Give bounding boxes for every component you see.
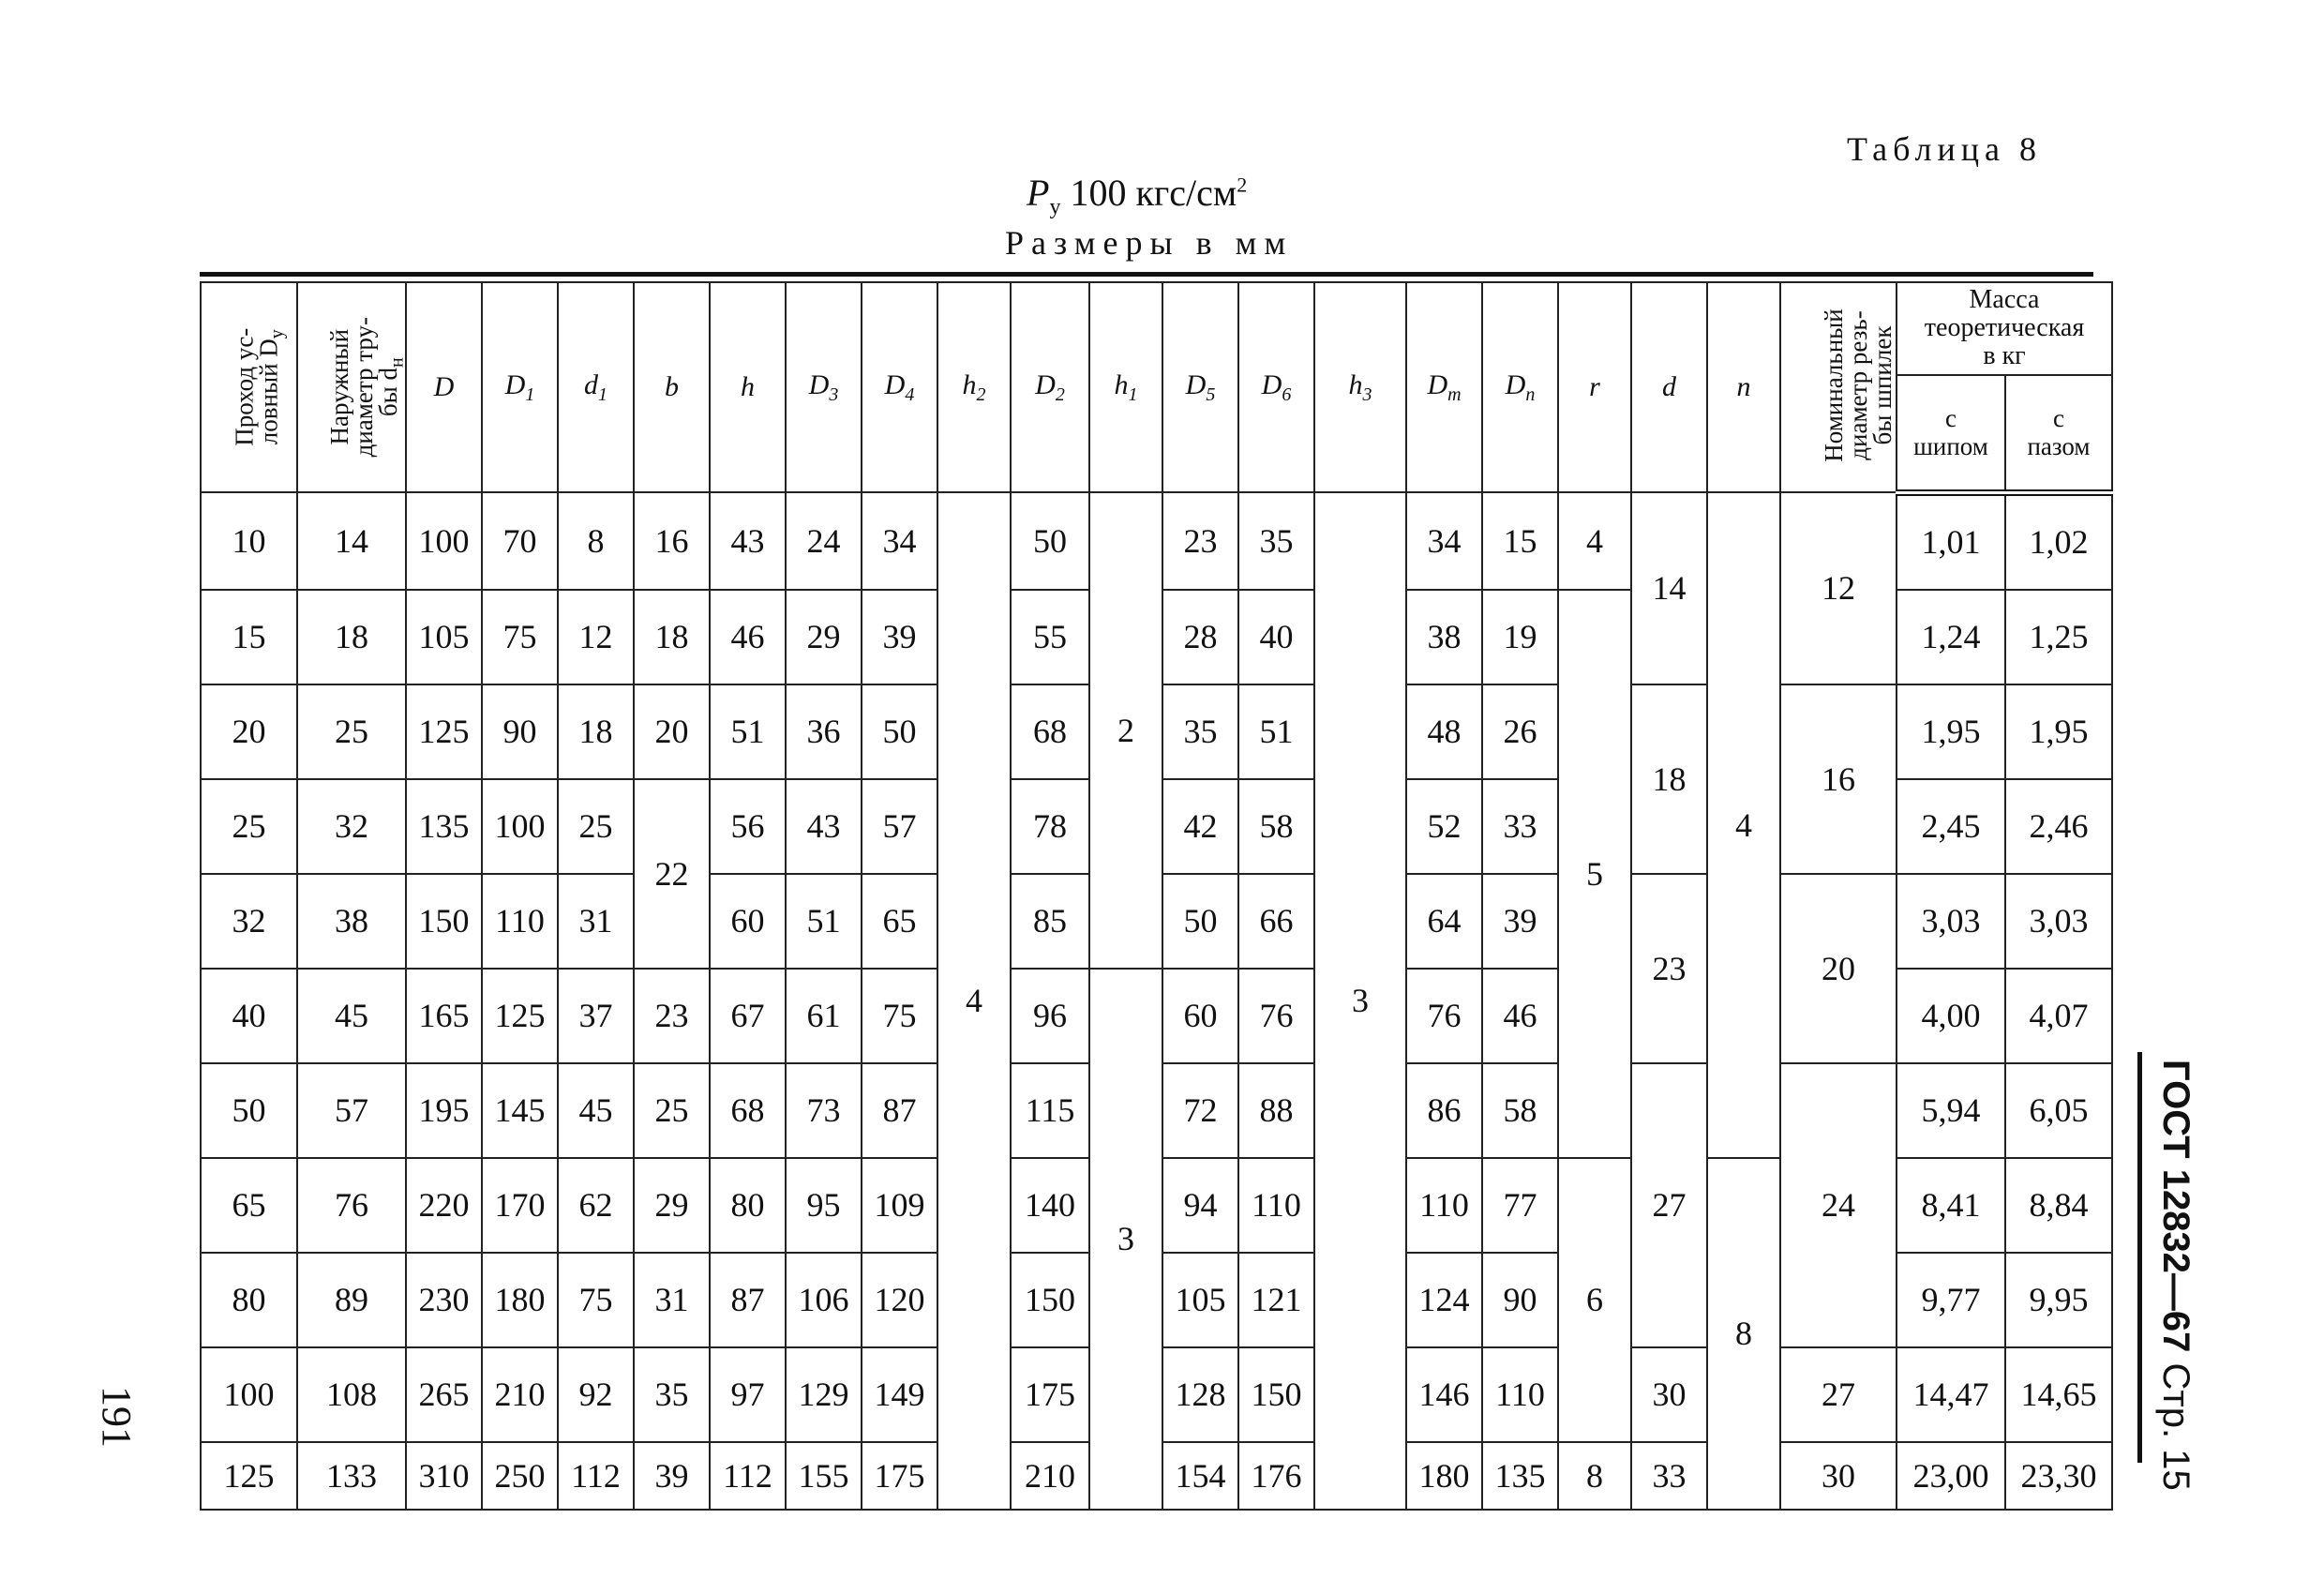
cell-n-merged-bottom: 8 [1707,1158,1780,1510]
cell-D1: 170 [482,1158,558,1253]
header-D3-sub: 3 [829,383,839,405]
header-mass-line2: теоретическая [1924,313,2085,343]
cell-D2: 175 [1011,1347,1089,1442]
cell-dn: 57 [297,1063,406,1158]
header-outer-diameter [297,282,406,492]
cell-mass-groove: 6,05 [2005,1063,2112,1158]
cell-D6: 58 [1238,779,1314,874]
cell-thread-merged: 24 [1780,1063,1897,1347]
cell-D6: 66 [1238,874,1314,969]
units-caption: Размеры в мм [1005,224,1294,262]
cell-D2: 85 [1011,874,1089,969]
cell-d: 30 [1631,1347,1707,1442]
cell-D4: 50 [862,684,937,779]
cell-D3: 95 [786,1158,862,1253]
cell-d: 33 [1631,1442,1707,1510]
cell-Dm: 124 [1406,1253,1482,1347]
cell-thread: 27 [1780,1347,1897,1442]
cell-mass-spike: 4,00 [1897,969,2005,1063]
header-spike-line2: шипом [1913,432,1988,461]
header-nominal-bore [201,282,297,492]
table-top-rule [200,272,2093,277]
cell-mass-groove: 4,07 [2005,969,2112,1063]
header-groove-line2: пазом [2027,432,2091,461]
cell-D3: 73 [786,1063,862,1158]
cell-D4: 87 [862,1063,937,1158]
header-outer-line2: диаметр тру- [350,317,378,458]
cell-h1-merged-top: 2 [1089,492,1162,969]
cell-Dn: 26 [1482,684,1558,779]
cell-Dy: 125 [201,1442,297,1510]
cell-h: 97 [710,1347,786,1442]
cell-Dm: 146 [1406,1347,1482,1442]
cell-d1: 92 [558,1347,634,1442]
cell-mass-spike: 1,01 [1897,492,2005,590]
cell-b: 31 [634,1253,710,1347]
pressure-caption [1027,171,1247,220]
header-D6 [1238,282,1314,492]
header-mass-line1: Масса [1969,285,2040,315]
cell-b: 20 [634,684,710,779]
header-D1 [482,282,558,492]
cell-D3: 36 [786,684,862,779]
cell-mass-groove: 8,84 [2005,1158,2112,1253]
header-d1-sub: 1 [598,383,607,405]
pressure-value: 100 кгс/см [1070,172,1237,214]
cell-Dn: 15 [1482,492,1558,590]
cell-D6: 176 [1238,1442,1314,1510]
cell-D: 125 [406,684,482,779]
cell-d1: 8 [558,492,634,590]
cell-b: 35 [634,1347,710,1442]
cell-dn: 133 [297,1442,406,1510]
cell-D2: 140 [1011,1158,1089,1253]
header-Dn-main: D [1505,368,1526,400]
cell-n-merged-top: 4 [1707,492,1780,1158]
header-nominal-bore-line1: Проход ус- [230,328,259,446]
header-h3 [1314,282,1406,492]
cell-Dm: 38 [1406,590,1482,684]
header-D5-main: D [1185,368,1207,400]
cell-h: 87 [710,1253,786,1347]
header-nominal-bore-sub: у [266,329,288,339]
cell-D2: 150 [1011,1253,1089,1347]
cell-Dy: 32 [201,874,297,969]
header-Dn [1482,282,1558,492]
cell-D4: 109 [862,1158,937,1253]
cell-D1: 125 [482,969,558,1063]
cell-D6: 40 [1238,590,1314,684]
header-groove-line1: с [2053,404,2064,433]
header-D1-sub: 1 [525,383,535,405]
cell-Dn: 19 [1482,590,1558,684]
cell-D2: 78 [1011,779,1089,874]
cell-d1: 25 [558,779,634,874]
cell-D5: 105 [1162,1253,1238,1347]
cell-Dy: 20 [201,684,297,779]
cell-D2: 96 [1011,969,1089,1063]
cell-D1: 90 [482,684,558,779]
cell-mass-groove: 9,95 [2005,1253,2112,1347]
cell-D: 165 [406,969,482,1063]
cell-d-merged: 23 [1631,874,1707,1063]
cell-h1-merged-bottom: 3 [1089,969,1162,1510]
cell-d1: 62 [558,1158,634,1253]
header-Dm [1406,282,1482,492]
cell-D5: 154 [1162,1442,1238,1510]
cell-b: 16 [634,492,710,590]
header-b: b [634,282,710,492]
cell-Dm: 48 [1406,684,1482,779]
cell-Dn: 46 [1482,969,1558,1063]
cell-mass-spike: 8,41 [1897,1158,2005,1253]
cell-D1: 70 [482,492,558,590]
header-D5 [1162,282,1238,492]
header-thread-line3: бы шпилек [1867,325,1897,445]
header-d: d [1631,282,1707,492]
cell-d1: 18 [558,684,634,779]
header-D3 [786,282,862,492]
cell-dn: 32 [297,779,406,874]
cell-dn: 25 [297,684,406,779]
cell-Dm: 76 [1406,969,1482,1063]
cell-mass-spike: 14,47 [1897,1347,2005,1442]
header-D: D [406,282,482,492]
cell-Dy: 25 [201,779,297,874]
cell-D6: 76 [1238,969,1314,1063]
cell-h: 68 [710,1063,786,1158]
table-number: Таблица 8 [1847,130,2042,168]
cell-D3: 155 [786,1442,862,1510]
header-outer-sub: н [386,357,408,368]
header-D6-main: D [1261,368,1282,400]
cell-Dm: 110 [1406,1158,1482,1253]
header-n: n [1707,282,1780,492]
cell-D6: 110 [1238,1158,1314,1253]
cell-dn: 76 [297,1158,406,1253]
cell-mass-spike: 23,00 [1897,1442,2005,1510]
cell-Dy: 15 [201,590,297,684]
header-mass-groove [2005,375,2112,492]
cell-D5: 23 [1162,492,1238,590]
cell-Dy: 50 [201,1063,297,1158]
cell-D4: 75 [862,969,937,1063]
cell-d-merged: 18 [1631,684,1707,874]
cell-D3: 29 [786,590,862,684]
cell-r-merged: 5 [1558,590,1631,1158]
cell-mass-spike: 5,94 [1897,1063,2005,1158]
header-thread-line2: диаметр резь- [1843,310,1872,460]
header-D2-sub: 2 [1055,383,1065,405]
pressure-symbol: P [1027,172,1050,214]
cell-D3: 51 [786,874,862,969]
pressure-subscript: у [1049,195,1061,219]
cell-h: 112 [710,1442,786,1510]
cell-dn: 108 [297,1347,406,1442]
cell-Dm: 52 [1406,779,1482,874]
cell-Dy: 40 [201,969,297,1063]
standard-footer [2154,1060,2197,1491]
cell-D3: 106 [786,1253,862,1347]
header-Dm-main: D [1427,368,1448,400]
cell-Dn: 33 [1482,779,1558,874]
page-number: 191 [94,1386,140,1448]
cell-D1: 210 [482,1347,558,1442]
cell-D4: 34 [862,492,937,590]
cell-mass-groove: 2,46 [2005,779,2112,874]
cell-D6: 51 [1238,684,1314,779]
header-Dn-sub: n [1525,383,1536,405]
cell-r: 4 [1558,492,1631,590]
cell-r-merged: 6 [1558,1158,1631,1442]
table-row [201,492,2112,590]
cell-D6: 88 [1238,1063,1314,1158]
header-mass [1897,282,2112,375]
cell-Dm: 86 [1406,1063,1482,1158]
cell-D2: 210 [1011,1442,1089,1510]
header-d1 [558,282,634,492]
cell-d1: 45 [558,1063,634,1158]
cell-Dn: 77 [1482,1158,1558,1253]
header-outer-line1: Наружный [325,329,353,445]
cell-D2: 68 [1011,684,1089,779]
header-h3-sub: 3 [1362,383,1372,405]
cell-mass-groove: 1,95 [2005,684,2112,779]
pressure-superscript: 2 [1237,173,1248,197]
header-nominal-bore-line2: ловный D [254,338,283,445]
header-r: r [1558,282,1631,492]
cell-D4: 175 [862,1442,937,1510]
cell-mass-groove: 14,65 [2005,1347,2112,1442]
cell-D: 230 [406,1253,482,1347]
cell-D5: 50 [1162,874,1238,969]
header-Dm-sub: m [1447,383,1462,405]
header-h2-sub: 2 [976,383,986,405]
cell-mass-spike: 1,95 [1897,684,2005,779]
cell-D2: 55 [1011,590,1089,684]
dimensions-table [200,281,2113,1511]
cell-D: 195 [406,1063,482,1158]
cell-d-merged: 27 [1631,1063,1707,1347]
cell-Dy: 80 [201,1253,297,1347]
header-D2 [1011,282,1089,492]
header-D4-sub: 4 [905,383,915,405]
cell-b: 25 [634,1063,710,1158]
cell-h: 46 [710,590,786,684]
cell-mass-spike: 3,03 [1897,874,2005,969]
header-h2 [937,282,1011,492]
cell-Dn: 110 [1482,1347,1558,1442]
standard-code: ГОСТ 12832—67 [2155,1060,2197,1353]
cell-D1: 75 [482,590,558,684]
cell-D: 135 [406,779,482,874]
cell-r: 8 [1558,1442,1631,1510]
cell-D3: 129 [786,1347,862,1442]
header-h1 [1089,282,1162,492]
cell-thread-merged: 16 [1780,684,1897,874]
cell-mass-groove: 1,02 [2005,492,2112,590]
cell-Dn: 58 [1482,1063,1558,1158]
header-d1-main: d [584,368,598,400]
header-mass-line3: в кг [1983,341,2026,371]
header-D4 [862,282,937,492]
cell-h: 56 [710,779,786,874]
cell-dn: 45 [297,969,406,1063]
cell-Dm: 64 [1406,874,1482,969]
cell-b: 29 [634,1158,710,1253]
header-D6-sub: 6 [1282,383,1292,405]
cell-Dy: 65 [201,1158,297,1253]
cell-b: 18 [634,590,710,684]
cell-h: 43 [710,492,786,590]
header-thread-line1: Номинальный [1819,308,1848,462]
header-h3-main: h [1348,368,1363,400]
cell-dn: 18 [297,590,406,684]
cell-Dn: 90 [1482,1253,1558,1347]
cell-thread: 30 [1780,1442,1897,1510]
header-h2-main: h [962,368,977,400]
header-D3-main: D [808,368,830,400]
cell-Dm: 34 [1406,492,1482,590]
cell-D4: 39 [862,590,937,684]
cell-D2: 50 [1011,492,1089,590]
cell-D4: 149 [862,1347,937,1442]
header-D2-main: D [1035,368,1056,400]
cell-D4: 65 [862,874,937,969]
header-D5-sub: 5 [1206,383,1216,405]
cell-D4: 57 [862,779,937,874]
cell-D6: 35 [1238,492,1314,590]
cell-b-merged: 22 [634,779,710,969]
cell-d1: 31 [558,874,634,969]
cell-mass-spike: 2,45 [1897,779,2005,874]
cell-D6: 150 [1238,1347,1314,1442]
footer-rule [2137,1052,2142,1463]
cell-mass-spike: 9,77 [1897,1253,2005,1347]
cell-d1: 112 [558,1442,634,1510]
cell-D2: 115 [1011,1063,1089,1158]
cell-d-merged: 14 [1631,492,1707,684]
header-h: h [710,282,786,492]
cell-dn: 38 [297,874,406,969]
cell-D5: 28 [1162,590,1238,684]
cell-mass-groove: 3,03 [2005,874,2112,969]
header-D4-main: D [884,368,906,400]
header-D1-main: D [504,368,526,400]
cell-b: 39 [634,1442,710,1510]
cell-h: 51 [710,684,786,779]
standard-page: Стр. 15 [2155,1362,2197,1491]
cell-h: 67 [710,969,786,1063]
cell-D: 150 [406,874,482,969]
cell-dn: 14 [297,492,406,590]
cell-b: 23 [634,969,710,1063]
cell-Dy: 10 [201,492,297,590]
cell-D: 100 [406,492,482,590]
cell-D1: 145 [482,1063,558,1158]
cell-Dn: 135 [1482,1442,1558,1510]
cell-h: 80 [710,1158,786,1253]
cell-Dy: 100 [201,1347,297,1442]
cell-D1: 100 [482,779,558,874]
cell-mass-groove: 23,30 [2005,1442,2112,1510]
cell-D5: 72 [1162,1063,1238,1158]
cell-thread-merged: 12 [1780,492,1897,684]
cell-D: 220 [406,1158,482,1253]
cell-D1: 250 [482,1442,558,1510]
cell-D4: 120 [862,1253,937,1347]
header-mass-spike [1897,375,2005,492]
cell-thread-merged: 20 [1780,874,1897,1063]
cell-D1: 180 [482,1253,558,1347]
header-h1-sub: 1 [1128,383,1138,405]
cell-Dn: 39 [1482,874,1558,969]
cell-D: 265 [406,1347,482,1442]
cell-h3-merged: 3 [1314,492,1406,1510]
cell-d1: 37 [558,969,634,1063]
cell-D6: 121 [1238,1253,1314,1347]
cell-D5: 60 [1162,969,1238,1063]
cell-D5: 128 [1162,1347,1238,1442]
header-spike-line1: с [1945,404,1957,433]
cell-mass-spike: 1,24 [1897,590,2005,684]
cell-D5: 42 [1162,779,1238,874]
cell-mass-groove: 1,25 [2005,590,2112,684]
cell-D3: 43 [786,779,862,874]
cell-dn: 89 [297,1253,406,1347]
header-thread-diameter [1780,282,1897,492]
cell-d1: 12 [558,590,634,684]
cell-D: 310 [406,1442,482,1510]
cell-D5: 35 [1162,684,1238,779]
cell-D1: 110 [482,874,558,969]
cell-D3: 61 [786,969,862,1063]
cell-D: 105 [406,590,482,684]
cell-h2-merged: 4 [937,492,1011,1510]
cell-D3: 24 [786,492,862,590]
header-outer-line3: бы d [374,368,402,417]
cell-h: 60 [710,874,786,969]
cell-D5: 94 [1162,1158,1238,1253]
cell-Dm: 180 [1406,1442,1482,1510]
cell-d1: 75 [558,1253,634,1347]
header-h1-main: h [1114,368,1129,400]
